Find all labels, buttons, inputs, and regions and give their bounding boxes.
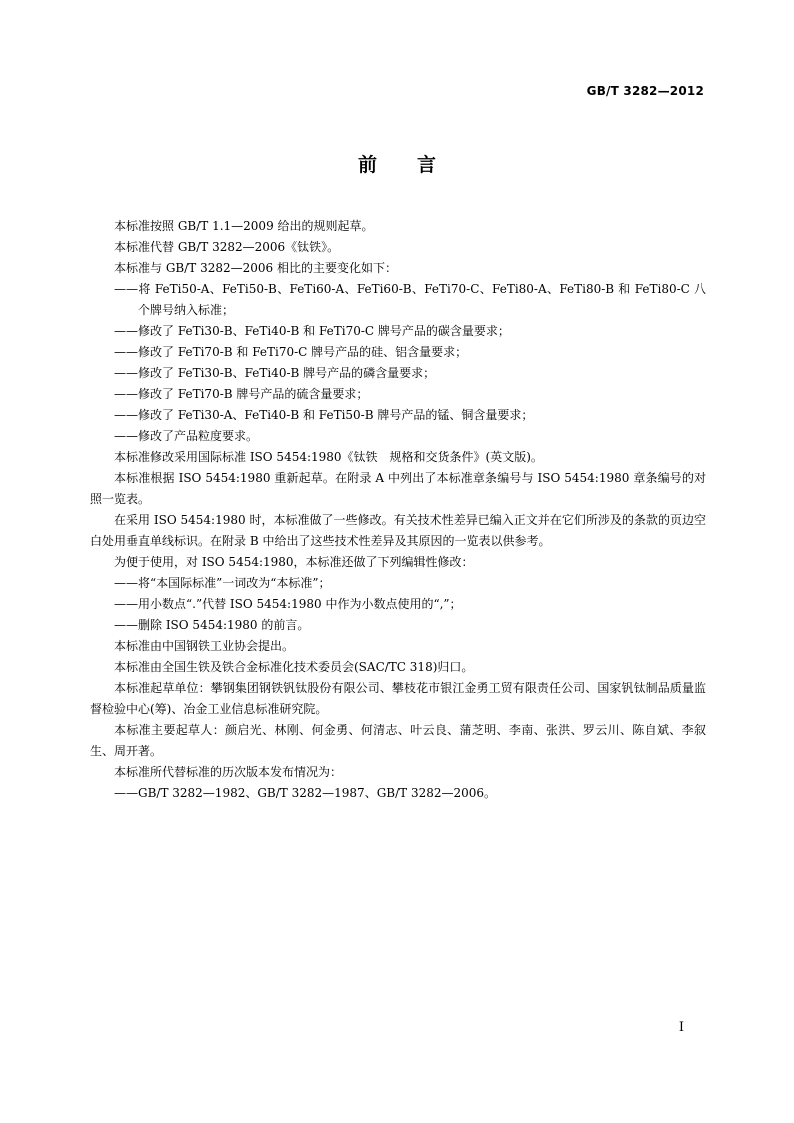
- list-item: ——用小数点“.”代替 ISO 5454:1980 中作为小数点使用的“,”；: [114, 597, 462, 611]
- paragraph: 本标准起草单位：攀钢集团钢铁钒钛股份有限公司、攀枝花市银江金勇工贸有限责任公司、国家钒钛制品质量监督检验中心(筹)、冶金工业信息标准研究院。: [90, 681, 706, 716]
- paragraph: 本标准修改采用国际标准 ISO 5454:1980《钛铁 规格和交货条件》(英文版)。: [114, 450, 543, 464]
- list-item: ——修改了 FeTi30-A、FeTi40-B 和 FeTi50-B 牌号产品的锰、铜含量要求；: [114, 408, 534, 422]
- paragraph: 为便于使用，对 ISO 5454:1980，本标准还做了下列编辑性修改：: [114, 555, 474, 569]
- list-item: ——将 FeTi50-A、FeTi50-B、FeTi60-A、FeTi60-B、FeTi70-C、FeTi80-A、FeTi80-B 和 FeTi80-C 八个牌号纳入标准；: [114, 282, 706, 317]
- list-item: ——修改了 FeTi70-B 和 FeTi70-C 牌号产品的硅、铝含量要求；: [114, 345, 468, 359]
- paragraph: 本标准所代替标准的历次版本发布情况为：: [114, 765, 343, 779]
- page-title: [0, 150, 794, 177]
- paragraph: 本标准由中国钢铁工业协会提出。: [114, 639, 295, 653]
- list-item: ——修改了 FeTi30-B、FeTi40-B 和 FeTi70-C 牌号产品的碳含量要求；: [114, 324, 510, 338]
- paragraph: 本标准按照 GB/T 1.1—2009 给出的规则起草。: [114, 219, 374, 233]
- list-item: ——修改了 FeTi30-B、FeTi40-B 牌号产品的磷含量要求；: [114, 366, 436, 380]
- paragraph: 本标准与 GB/T 3282—2006 相比的主要变化如下：: [114, 261, 397, 275]
- paragraph: 在采用 ISO 5454:1980 时，本标准做了一些修改。有关技术性差异已编入正文并在它们所涉及的条款的页边空白处用垂直单线标识。在附录 B 中给出了这些技术性差异及其原因的一览表以供参考。: [90, 513, 706, 548]
- paragraph: 本标准由全国生铁及铁合金标准化技术委员会(SAC/TC 318)归口。: [114, 660, 474, 674]
- list-item: ——将“本国际标准”一词改为“本标准”；: [114, 576, 331, 590]
- title-char-2: 言: [417, 154, 437, 176]
- list-item: ——GB/T 3282—1982、GB/T 3282—1987、GB/T 3282—2006。: [114, 786, 497, 800]
- foreword-body: [90, 216, 706, 804]
- paragraph: 本标准代替 GB/T 3282—2006《钛铁》。: [114, 240, 340, 254]
- title-char-1: 前: [357, 154, 377, 176]
- page-number: I: [678, 1020, 684, 1035]
- list-item: ——删除 ISO 5454:1980 的前言。: [114, 618, 310, 632]
- paragraph: 本标准主要起草人：颜启光、林刚、何金勇、何清志、叶云良、蒲芝明、李南、张洪、罗云川、陈自斌、李叙生、周开著。: [90, 723, 706, 758]
- standard-code: GB/T 3282—2012: [586, 84, 704, 98]
- list-item: ——修改了产品粒度要求。: [114, 429, 259, 443]
- paragraph: 本标准根据 ISO 5454:1980 重新起草。在附录 A 中列出了本标准章条编号与 ISO 5454:1980 章条编号的对照一览表。: [90, 471, 706, 506]
- list-item: ——修改了 FeTi70-B 牌号产品的硫含量要求；: [114, 387, 369, 401]
